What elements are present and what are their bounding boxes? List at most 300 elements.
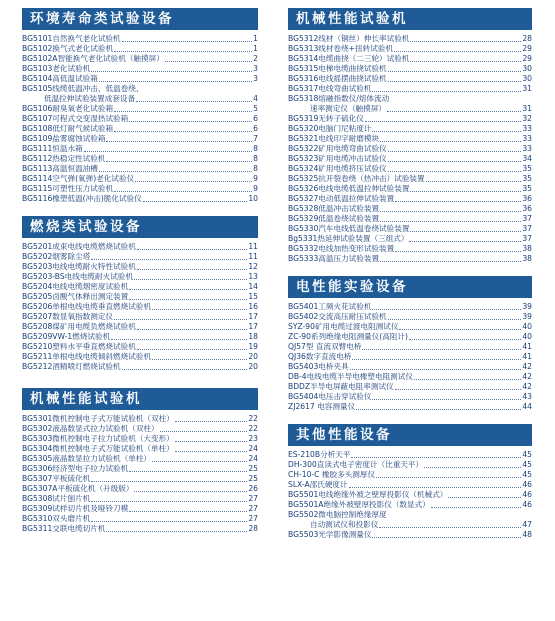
entry-title: [22, 134, 105, 144]
entry-page: 8: [253, 154, 258, 163]
entry-name: 无转子硫化仪: [318, 114, 364, 123]
entry-code: BG5313: [288, 44, 319, 53]
entry-page: 10: [248, 194, 258, 203]
entry-title: [288, 302, 371, 312]
entry-code: BG5101: [22, 34, 53, 43]
entry-page: 46: [522, 500, 532, 509]
entry-page: 3: [253, 74, 258, 83]
toc-entry: [288, 204, 532, 214]
entry-title: [22, 144, 83, 154]
entry-title: [288, 362, 349, 372]
dot-leader: [84, 151, 252, 152]
toc-entry: [22, 252, 258, 262]
toc-entry: [288, 402, 532, 412]
entry-title: [288, 312, 387, 322]
entry-title: [288, 382, 394, 392]
toc-entry: [22, 74, 258, 84]
dot-leader: [380, 221, 521, 222]
toc-entry: [288, 184, 532, 194]
toc-entry: [22, 434, 258, 444]
entry-name: 电线电缆烟密度试验机: [52, 282, 129, 291]
dot-leader: [362, 349, 521, 350]
dot-leader: [388, 81, 522, 82]
dot-leader: [394, 51, 521, 52]
entry-page: 37: [522, 224, 532, 233]
dot-leader: [137, 249, 248, 250]
entry-title: [288, 94, 389, 104]
section-other: [288, 424, 532, 540]
entry-page: 35: [522, 164, 532, 173]
entry-name: 高低温试验箱: [52, 74, 98, 83]
entry-name: 电脑门尼粘度计: [318, 124, 372, 133]
entry-page: 41: [522, 352, 532, 361]
entry-page: 42: [522, 372, 532, 381]
entry-name: 电线电缆耐火试验机: [64, 272, 133, 281]
entry-code: BG5202: [22, 252, 53, 261]
section-header: 电性能实验设备: [288, 276, 532, 298]
entry-name: 酒精喷灯燃烧试验机: [52, 362, 121, 371]
entry-code: BG5115: [22, 184, 53, 193]
dot-leader: [410, 191, 521, 192]
dot-leader: [414, 379, 521, 380]
entry-title: [288, 352, 351, 362]
toc-entry: [288, 450, 532, 460]
toc-entry: [22, 444, 258, 454]
toc-entry: [288, 154, 532, 164]
entry-name: 电动低温拉伸试验装置: [318, 194, 395, 203]
entry-name: 系列绝缘电阻测量仪(高阻计): [310, 332, 408, 341]
entry-code: BG5212: [22, 362, 53, 371]
toc-entry: [22, 34, 258, 44]
entry-page: 45: [522, 470, 532, 479]
entry-name: 热稳定性试验机: [52, 154, 106, 163]
dot-leader: [448, 497, 521, 498]
entry-code: BG5209: [22, 332, 53, 341]
entry-code: BG5332: [288, 244, 319, 253]
entry-name: 电线电缆耐火特性试验机: [52, 262, 136, 271]
entry-page: 19: [248, 342, 258, 351]
entry-title: [22, 504, 128, 514]
entry-name: 盐雾腐蚀试验箱: [52, 134, 106, 143]
entry-code: ZJ2617: [288, 402, 315, 411]
entry-title: [22, 444, 174, 454]
entry-title: [288, 372, 413, 382]
entry-code: BG5330: [288, 224, 319, 233]
entry-page: 46: [522, 490, 532, 499]
entry-title: [310, 104, 386, 114]
entry-code: BG5321: [288, 134, 319, 143]
entry-title: [44, 94, 135, 104]
dot-leader: [136, 101, 252, 102]
entry-code: BG5201: [22, 242, 53, 251]
entry-name: 矿用电缆弯曲试验仪: [318, 144, 387, 153]
entry-page: 42: [522, 382, 532, 391]
entry-name: 可塑性压力试验机: [52, 184, 114, 193]
entry-title: [288, 234, 408, 244]
dot-leader: [426, 181, 522, 182]
entry-name: 平板硫化机: [52, 474, 91, 483]
entry-name: 电桥夹具: [318, 362, 349, 371]
entry-title: [288, 124, 371, 134]
dot-leader: [376, 477, 521, 478]
entry-name: 直读式电子密度计（比重天平）: [316, 460, 424, 469]
entry-code: QJ36: [288, 352, 306, 361]
dot-leader: [152, 309, 247, 310]
entry-title: [288, 154, 387, 164]
entry-page: 15: [248, 292, 258, 301]
entry-page: 20: [248, 352, 258, 361]
dot-leader: [129, 299, 247, 300]
entry-name: 成束电线电缆燃烧试验机: [52, 242, 136, 251]
entry-page: 31: [522, 104, 532, 113]
entry-title: [22, 164, 98, 174]
entry-title: [22, 474, 90, 484]
entry-code: BG5401: [288, 302, 319, 311]
toc-entry: [288, 214, 532, 224]
entry-code: BG5324: [288, 164, 319, 173]
entry-page: 44: [522, 402, 532, 411]
entry-title: [22, 184, 113, 194]
toc-entry: [22, 322, 258, 332]
entry-title: [22, 524, 105, 534]
entry-page: 17: [248, 322, 258, 331]
entry-name: 换气式老化试验机: [52, 44, 114, 53]
toc-entry: [288, 84, 532, 94]
entry-page: 1: [253, 34, 258, 43]
dot-leader: [122, 369, 248, 370]
entry-title: [288, 254, 379, 264]
entry-code: BG5102: [22, 44, 53, 53]
entry-name: 高温压力试验装置: [318, 254, 380, 263]
entry-code: BG5105: [22, 84, 53, 93]
entry-page: 33: [522, 124, 532, 133]
entry-page: 26: [248, 484, 258, 493]
entry-page: 24: [248, 454, 258, 463]
dot-leader: [106, 141, 252, 142]
entry-name: 双头磨片机: [52, 514, 91, 523]
entry-name: 耐臭氧老化试验箱: [52, 104, 114, 113]
entry-code: BG5328: [288, 204, 319, 213]
entry-code: BG5315: [288, 64, 319, 73]
entry-page: 27: [248, 504, 258, 513]
entry-title: [288, 332, 408, 342]
entry-code: BG5205: [22, 292, 53, 301]
toc-entry: [288, 460, 532, 470]
toc-entry: [22, 154, 258, 164]
dot-leader: [111, 339, 247, 340]
entry-code: BG5303: [22, 434, 53, 443]
entry-name: 恒温水箱: [52, 144, 83, 153]
entry-title: [288, 74, 387, 84]
entry-name: 交联电缆切片机: [52, 524, 106, 533]
entry-code: BG5333: [288, 254, 319, 263]
entry-code: BG5206: [22, 302, 53, 311]
toc-entry: [288, 44, 532, 54]
entry-code: BG5316: [288, 74, 319, 83]
entry-name: 分析天平: [320, 450, 351, 459]
entry-name: 智能换气老化试验机（触摸屏）: [57, 54, 164, 63]
entry-code: BG5323: [288, 154, 319, 163]
dot-leader: [388, 151, 522, 152]
entry-page: 33: [522, 144, 532, 153]
dot-leader: [91, 71, 252, 72]
dot-leader: [91, 481, 247, 482]
dot-leader: [372, 309, 521, 310]
toc-entry: [22, 424, 258, 434]
section-burn: [22, 216, 258, 372]
entry-title: [22, 54, 164, 64]
toc-entry: [288, 352, 532, 362]
dot-leader: [380, 141, 521, 142]
entry-code: Bg5331: [288, 234, 318, 243]
entry-title: [288, 460, 423, 470]
entry-title: [22, 174, 134, 184]
entry-name: 微机控制电子式万能试验机（单柱）: [52, 444, 174, 453]
entry-page: 37: [522, 234, 532, 243]
entry-name: 线材（铜丝）伸长率试验机: [318, 34, 410, 43]
entry-name: 抗开裂卷绕（热冲击）试验装置: [318, 174, 425, 183]
entry-title: [22, 332, 110, 342]
dot-leader: [91, 501, 247, 502]
entry-name: 试样切片机及哑铃刀模: [52, 504, 129, 513]
dot-leader: [175, 451, 248, 452]
entry-code: BG5404: [288, 392, 319, 401]
dot-leader: [388, 161, 522, 162]
entry-title: [22, 494, 90, 504]
entry-name: 电线弯曲试验机: [318, 84, 372, 93]
entry-code: BG5308: [22, 494, 53, 503]
entry-code: BG5109: [22, 134, 53, 143]
entry-title: [288, 214, 379, 224]
entry-title: [288, 392, 371, 402]
entry-page: 38: [522, 244, 532, 253]
entry-page: 35: [522, 184, 532, 193]
toc-entry: [22, 484, 258, 494]
toc-list: [22, 242, 258, 372]
toc-entry: [22, 54, 258, 64]
entry-code: BG5210: [22, 342, 53, 351]
entry-code: BG5317: [288, 84, 319, 93]
entry-title: [22, 242, 136, 252]
entry-name: 数显氧指数测定仪: [52, 312, 114, 321]
entry-title: [288, 480, 348, 490]
entry-page: 28: [522, 34, 532, 43]
dot-leader: [424, 467, 521, 468]
entry-name: 电线加热变形试验装置: [318, 244, 395, 253]
entry-code: DH-300: [288, 460, 317, 469]
entry-code: BG5113: [22, 164, 53, 173]
entry-title: [22, 154, 105, 164]
toc-entry: [288, 164, 532, 174]
entry-title: [288, 194, 394, 204]
entry-code: QJ57: [288, 342, 306, 351]
toc-entry: [22, 352, 258, 362]
entry-title: [22, 44, 113, 54]
dot-leader: [395, 389, 522, 390]
toc-entry: [288, 254, 532, 264]
dot-leader: [410, 231, 521, 232]
toc-entry: [22, 144, 258, 154]
entry-page: 28: [248, 524, 258, 533]
entry-title: [288, 64, 387, 74]
entry-name: 线材卷绕+扭转试验机: [318, 44, 394, 53]
dot-leader: [114, 191, 252, 192]
toc-entry: [288, 194, 532, 204]
entry-code: BG5211: [22, 352, 53, 361]
entry-page: 27: [248, 494, 258, 503]
entry-name: 橡胶多头测厚仪: [319, 470, 376, 479]
entry-title: [288, 134, 379, 144]
toc-list: [288, 34, 532, 264]
entry-name: 低温拉伸试验装置成套设备: [44, 94, 136, 103]
entry-code: SLX-A: [288, 480, 310, 489]
entry-page: 6: [253, 114, 258, 123]
entry-name: 绝缘外被壁厚投影仪（数显式）: [323, 500, 430, 509]
entry-code: BG5107: [22, 114, 53, 123]
toc-entry: [288, 134, 532, 144]
toc-entry: [22, 494, 258, 504]
entry-title: [288, 144, 387, 154]
dot-leader: [175, 441, 248, 442]
entry-name: 电缆曲挠（二三轮）试验机: [318, 54, 410, 63]
entry-title: [22, 312, 113, 322]
dot-leader: [106, 161, 252, 162]
entry-name: 试片刨片机: [52, 494, 91, 503]
entry-name: 电压击穿试验仪: [318, 392, 372, 401]
toc-entry: [288, 480, 532, 490]
toc-entry: [22, 414, 258, 424]
dot-leader: [351, 457, 521, 458]
toc-entry: [22, 164, 258, 174]
toc-entry: [288, 470, 532, 480]
entry-title: [288, 174, 425, 184]
entry-page: 31: [522, 84, 532, 93]
entry-code: BG5306: [22, 464, 53, 473]
entry-name: 电梯电缆曲挠试验机: [318, 64, 387, 73]
dot-leader: [379, 527, 521, 528]
entry-code: BG5304: [22, 444, 53, 453]
entry-name: 自然换气老化试验机: [52, 34, 121, 43]
entry-name: 矿用电缆冲击试验仪: [318, 154, 387, 163]
entry-name: 熔融指数仪/熔体流动: [318, 94, 390, 103]
toc-entry: [22, 524, 258, 534]
entry-page: 40: [522, 332, 532, 341]
entry-name: 烟雾除尘塔: [52, 252, 91, 261]
toc-entry: [22, 292, 258, 302]
toc-entry: [288, 94, 532, 104]
entry-code: BG5319: [288, 114, 319, 123]
entry-title: [288, 44, 393, 54]
toc-entry: [288, 224, 532, 234]
toc-entry: [22, 474, 258, 484]
toc-entry: [22, 174, 258, 184]
section-mech-cont: [288, 8, 532, 264]
toc-entry: [288, 124, 532, 134]
toc-list: [22, 414, 258, 534]
dot-leader: [91, 259, 247, 260]
toc-entry: [22, 272, 258, 282]
toc-entry: [288, 174, 532, 184]
toc-entry: [288, 372, 532, 382]
entry-page: 9: [253, 184, 258, 193]
dot-leader: [387, 111, 521, 112]
entry-page: 8: [253, 164, 258, 173]
toc-entry: [22, 184, 258, 194]
entry-page: 45: [522, 460, 532, 469]
toc-entry: [288, 64, 532, 74]
entry-name: 工频火花试验机: [318, 302, 372, 311]
entry-page: 16: [248, 302, 258, 311]
entry-name: 可程式交变湿热试验箱: [52, 114, 129, 123]
toc-entry: [22, 104, 258, 114]
toc-entry: [288, 34, 532, 44]
entry-title: [288, 164, 387, 174]
entry-code: BG5106: [22, 104, 53, 113]
dot-leader: [129, 289, 247, 290]
section-header: 环境寿命类试验设备: [22, 8, 258, 30]
entry-page: 36: [522, 194, 532, 203]
entry-name: 空气弹(氧弹)老化试验仪: [52, 174, 135, 183]
entry-page: 47: [522, 520, 532, 529]
entry-code: BG5325: [288, 174, 319, 183]
dot-leader: [114, 319, 247, 320]
entry-title: [288, 114, 364, 124]
toc-entry: [22, 124, 258, 134]
entry-page: 1: [253, 44, 258, 53]
entry-title: [22, 84, 143, 94]
entry-page: 6: [253, 124, 258, 133]
toc-list: [288, 302, 532, 412]
entry-title: [288, 224, 409, 234]
entry-title: [288, 510, 387, 520]
toc-entry: [22, 504, 258, 514]
toc-entry: [288, 302, 532, 312]
toc-entry: [288, 144, 532, 154]
entry-name: 微机控制电子式万能试验机（双柱）: [52, 414, 174, 423]
entry-code: BG5327: [288, 194, 319, 203]
dot-leader: [372, 131, 521, 132]
entry-title: [288, 54, 409, 64]
entry-title: [22, 302, 151, 312]
toc-entry: [288, 54, 532, 64]
entry-code: BG5326: [288, 184, 319, 193]
dot-leader: [410, 61, 521, 62]
entry-name: 自动测试仪和投影仪: [310, 520, 379, 529]
entry-title: [288, 322, 398, 332]
entry-code: BG5102A: [22, 54, 58, 63]
dot-leader: [129, 471, 247, 472]
entry-name: 煤矿用电缆负燃烧试验机: [52, 322, 136, 331]
entry-page: 11: [248, 252, 258, 261]
dot-leader: [122, 41, 253, 42]
toc-entry: [288, 500, 532, 510]
entry-name: 矿用电缆挤压试验仪: [318, 164, 387, 173]
toc-entry: [288, 520, 532, 530]
dot-leader: [372, 399, 521, 400]
entry-title: [288, 500, 430, 510]
toc-entry: [22, 84, 258, 94]
entry-name: 平板硫化机（升级版）: [57, 484, 134, 493]
right-column: [288, 8, 532, 546]
entry-page: 8: [253, 144, 258, 153]
entry-page: 35: [522, 174, 532, 183]
toc-entry: [288, 104, 532, 114]
entry-code: BG5203-BS: [22, 272, 65, 281]
dot-leader: [388, 71, 522, 72]
dot-leader: [399, 329, 521, 330]
toc-entry: [288, 312, 532, 322]
entry-name: 经济型电子拉力试验机: [52, 464, 129, 473]
